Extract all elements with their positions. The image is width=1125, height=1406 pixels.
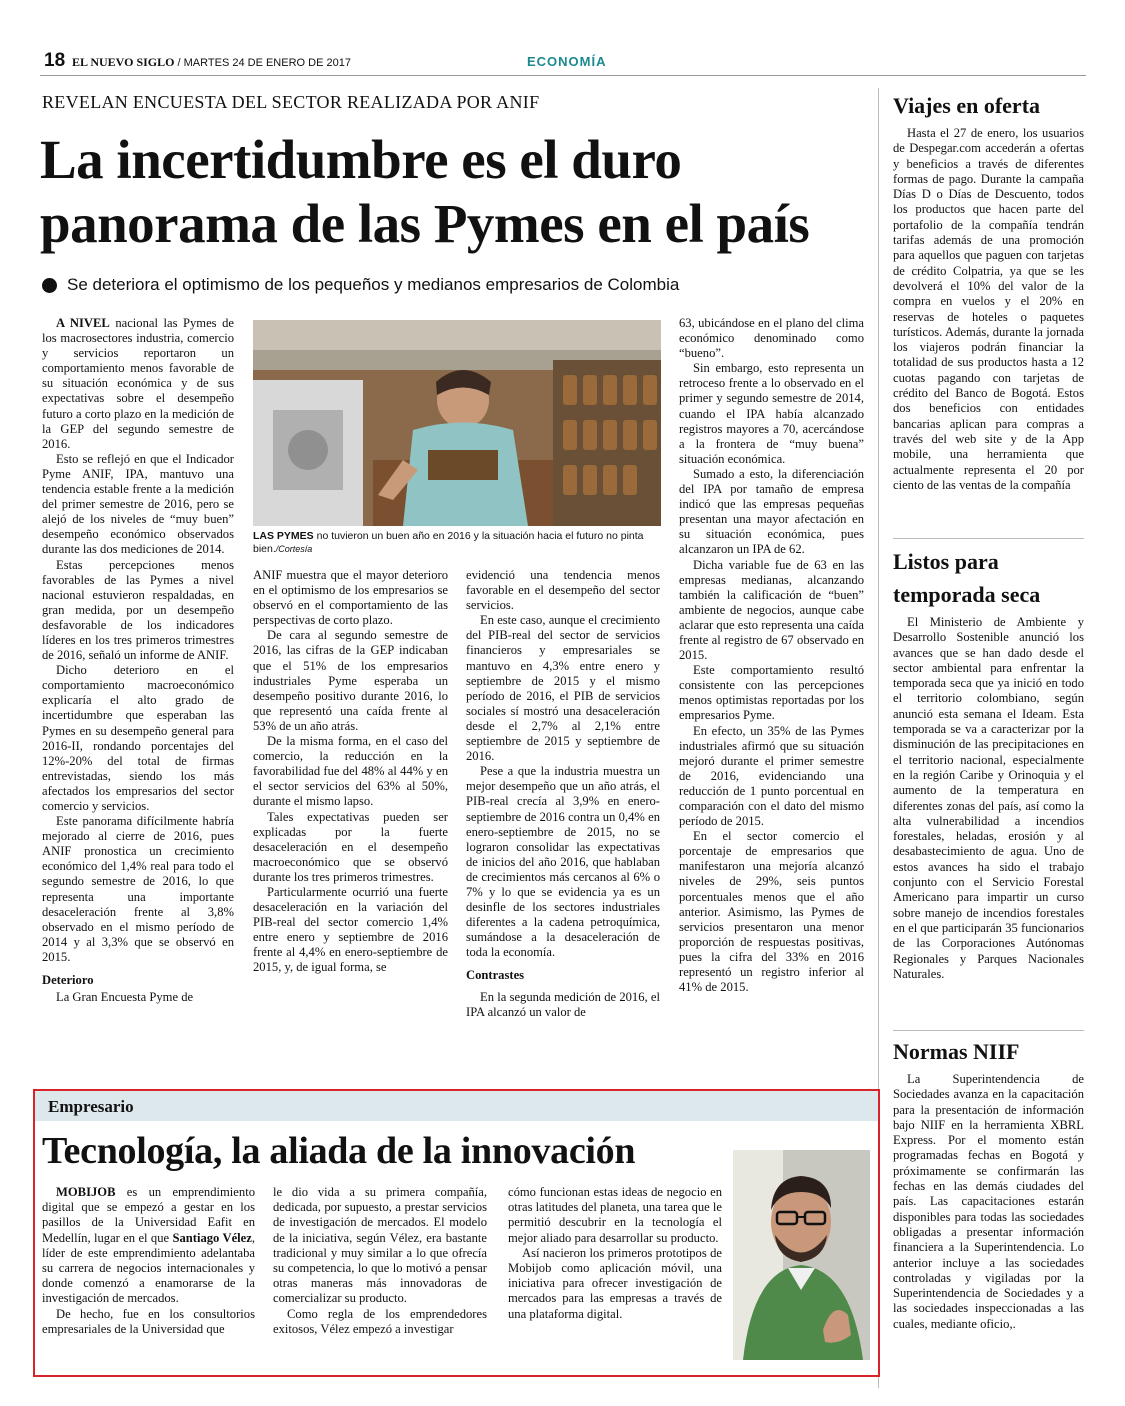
photo-credit: /Cortesía (275, 544, 313, 554)
article-headline: La incertidumbre es el duro panorama de las Pymes en el país (40, 129, 810, 254)
article-photo (253, 320, 661, 526)
paragraph: La Gran Encuesta Pyme de (56, 990, 194, 1005)
paragraph: De hecho, fue en los consultorios empresariales de la Universidad que (42, 1306, 255, 1336)
text: es un emprendimiento digital que se empezó a gestar en los pasillos de la Universidad Eafit en Medellín, lugar en el que (42, 1185, 255, 1245)
paragraph: En efecto, un 35% de las Pymes industriales afirmó que su situación mejoró durante el primer semestre de 2016, evidenciando una reducción de 1 punto porcentual en comparación con el dato del mismo período de 2015. (679, 723, 864, 829)
sidebar-title-temporada (893, 548, 1040, 609)
bullet-icon (42, 278, 57, 293)
paragraph: Sumado a esto, la diferenciación del IPA por tamaño de empresa indicó que las empresas pequeñas presentan una mayor afectación en su situación económica, pues alcanzaron un IPA de 62. (679, 466, 864, 557)
paragraph: cómo funcionan estas ideas de negocio en otras latitudes del planeta, una tarea que le permitió descubrir en la tecnología el mejor aliado para desarrollar su producto. (508, 1185, 723, 1245)
header-rule (40, 75, 1086, 76)
paragraph: Dicha variable fue de 63 en las empresas medianas, alcanzando también la calificación de “buen” ambiente de negocios, aunque cabe aclarar que esto representa una caída frente al registro de 67 observado en 2015. (679, 557, 864, 663)
publication-date: / MARTES 24 DE ENERO DE 2017 (177, 57, 351, 69)
title-line: temporada seca (893, 582, 1041, 607)
paragraph: nacional las Pymes de los macrosectores industria, comercio y servicios reportaron un comportamiento menos favorable de su situación económica y de sus expectativas sobre el desempeño futuro a corto plazo en la medición de la GEP del segundo semestre de 2016. (42, 316, 234, 451)
portrait-photo (733, 1150, 870, 1360)
paragraph: El Ministerio de Ambiente y Desarrollo Sostenible anunció los avances que se han dado desde el sector ambiental para enfrentar la temporada seca que ya inició en todo el territorio colombiano, según anunció esta semana el Ideam. Esta temporada se va a caracterizar por la disminución de las precipitaciones en el territorio nacional, especialmente en la región Caribe y Orinoquia y el aumento de la temperatura en diferentes zonas del país, así como la alta vulnerabilidad a incendios forestales, heladas, erosión y al desabastecimiento de agua. Uno de estos avances ha sido el trabajo conjunto con el Servicio Forestal Americano para impartir un curso sobre manejo de incendios forestales en el que participarán 35 funcionarios de las Corporaciones Autónomas Regionales y Parques Nacionales Naturales. (893, 615, 1084, 981)
paragraph: ANIF muestra que el mayor deterioro en el optimismo de los empresarios se observó en el comportamiento de las perspectivas de corto plazo. (253, 568, 448, 628)
sidebar-title-viajes: Viajes en oferta (893, 93, 1041, 118)
publication-line (70, 55, 351, 70)
caption-lead: LAS PYMES (253, 530, 314, 542)
paragraph: le dio vida a su primera compañía, dedicada, por supuesto, a prestar servicios de investigación de mercados. El modelo de la iniciativa, según Vélez, era bastante tradicional y muy similar a lo que ofrecía su competencia, lo que lo motivó a pensar otras maneras más innovadoras de comercializar su producto. (273, 1185, 487, 1306)
subhead-deterioro: Deterioro (42, 973, 94, 988)
lead-word: A NIVEL (56, 316, 110, 330)
box-label-band (35, 1091, 878, 1121)
person-name: Santiago Vélez (172, 1230, 252, 1245)
sidebar-rule (893, 1030, 1084, 1031)
lead-word: MOBIJOB (56, 1185, 116, 1199)
box-headline: Tecnología, la aliada de la innovación (42, 1130, 636, 1172)
subheadline-text: Se deteriora el optimismo de los pequeños y medianos empresarios de Colombia (67, 275, 680, 294)
paragraph: La Superintendencia de Sociedades avanza en la capacitación para la presentación de información bajo NIIF en la herramienta XBRL Express. Por el momento están programadas fechas en Bogotá y próximamente se confirmarán las fechas en las demás ciudades del país. Las capacitaciones estarán disponibles para todas las sociedades obligadas a presentar información financiera a la Superintendencia. Lo anterior incluye a las sociedades controladas y vigiladas por la Superintendencia de Sociedades y a las sociedades inspeccionadas a las cuales, mediante oficio,. (893, 1072, 1084, 1331)
article-subheadline (42, 275, 679, 295)
paragraph: En este caso, aunque el crecimiento del PIB-real del sector de servicios financieros y empresariales se mantuvo en 4,3% entre enero y septiembre de 2015 y el mismo período de 2016, el PIB de servicios sociales sí mostró una desaceleración desde el 2,7% al 2,1% entre septiembre de 2015 y septiembre de 2016. (466, 613, 660, 764)
article-column-3 (466, 568, 660, 1020)
publication-name: EL NUEVO SIGLO (72, 55, 175, 69)
sidebar-text-temporada (893, 615, 1084, 982)
subhead-contrastes: Contrastes (466, 968, 525, 983)
box-column-2 (273, 1185, 487, 1337)
box-column-3 (508, 1185, 722, 1322)
paragraph: Tales expectativas pueden ser explicadas por la fuerte desaceleración en el desempeño macroeconómico que se observó durante los tres primeros trimestres. (253, 809, 448, 884)
paragraph: De cara al segundo semestre de 2016, las cifras de la GEP indicaban que el 51% de los empresarios industriales Pyme esperaba un desempeño positivo durante 2016, lo que representó una caída frente al 53% de un año atrás. (253, 628, 448, 733)
article-column-1 (42, 316, 234, 1005)
text: , líder de este emprendimiento adelantaba su carrera de negocios internacionales y donde comenzó a enamorarse de la investigación de mercados. (42, 1230, 255, 1306)
paragraph: De la misma forma, en el caso del comercio, la reducción en la favorabilidad fue del 48% al 44% y en el sector servicios del 63% al 50%, durante el mismo lapso. (253, 734, 448, 809)
page-number: 18 (44, 50, 66, 71)
box-label: Empresario (48, 1097, 134, 1116)
paragraph: Dicho deterioro en el comportamiento macroeconómico explicaría el alto grado de incertidumbre que esperaban las Pymes en su desempeño general para 2016-II, rondando porcentajes del 12%-20% del total de firmas entrevistadas, siendo los más afectados los empresarios del sector comercio y servicios. (42, 663, 234, 813)
article-column-4 (679, 316, 864, 995)
box-column-1 (42, 1185, 255, 1337)
section-name: ECONOMÍA (527, 54, 607, 69)
paragraph: Pese a que la industria muestra un mejor desempeño que un año atrás, el PIB-real crecía al 3,9% en enero-septiembre de 2016 contra un 0,4% en enero-septiembre de 2015, no se lograron consolidar las expectativas de inicios del año 2016, que hablaban de crecimientos más cercanos al 6% o 7% y lo que se evidencia ya es un desinfle de los sectores industriales diferentes a la cadena petroquímica, sumándose a la desaceleración de toda la economía. (466, 764, 660, 960)
paragraph: Este comportamiento resultó consistente con las percepciones menos optimistas reportadas por los empresarios Pyme. (679, 663, 864, 723)
article-kicker: REVELAN ENCUESTA DEL SECTOR REALIZADA POR ANIF (42, 92, 540, 112)
article-column-2 (253, 568, 448, 976)
paragraph: Así nacieron los primeros prototipos de Mobijob como aplicación móvil, una iniciativa para ofrecer investigación de mercados para las empresas a través de una plataforma digital. (508, 1245, 722, 1321)
paragraph: En el sector comercio el porcentaje de empresarios que manifestaron una mejoría alcanzó niveles de 29%, seis puntos porcentuales menos que el año anterior. Asimismo, las Pymes de servicios presentaron una menor proporción de respuestas positivas, pues la cifra del 33% en 2016 representó un registro inferior al 41% de 2015. (679, 829, 864, 995)
paragraph: Sin embargo, esto representa un retroceso frente a lo observado en el primer y segundo semestre de 2014, cuando el IPA había alcanzado registros mayores a 70, acercándose a la frontera de “muy buena” situación económica. (679, 361, 864, 466)
paragraph: 63, ubicándose en el plano del clima económico denominado como “bueno”. (679, 316, 864, 361)
portrait-illustration (733, 1150, 870, 1360)
paragraph (42, 1185, 255, 1307)
paragraph: Este panorama difícilmente habría mejorado al cierre de 2016, pues ANIF pronostica un crecimiento económico del 1,4% real para todo el segundo semestre de 2016, lo que representa una importante desaceleración frente al 3,8% observado en el mismo período de 2014 y al 3,3% que se observó en 2015. (42, 814, 234, 964)
caption-text: no tuvieron un buen año en 2016 y la situación hacia el futuro no pinta bien. (253, 530, 644, 555)
sidebar-text-viajes (893, 126, 1084, 493)
paragraph: Estas percepciones menos favorables de las Pymes a nivel nacional estuvieron respaldadas, en gran medida, por un desempeño desfavorable de los indicadores líderes en los tres primeros trimestres de 2016, señaló un informe de ANIF. (42, 557, 234, 663)
title-line: Listos para (893, 549, 999, 574)
sidebar-text-niif (893, 1072, 1084, 1332)
paragraph: evidenció una tendencia menos favorable en el desempeño del sector servicios. (466, 568, 660, 613)
paragraph: Hasta el 27 de enero, los usuarios de Despegar.com accederán a ofertas y beneficios a través de diferentes formas de pago. Durante la campaña Días D o Días de Descuento, todos los productos que hacen parte del portafolio de la compañía tendrán tarifas además de una promoción para aquellos que paguen con tarjetas de crédito Colpatria, ya que se les devolverá el 10% del valor de la compra en vuelos y el 20% en reservas de hoteles o paquetes turísticos. Además, durante la jornada los viajeros podrán financiar la totalidad de sus productos hasta a 12 cuotas pagando con tarjetas de crédito del Banco de Bogotá. Estos dos beneficios con entidades bancarias aplican para compras a través del web site y de la App mobile, una herramienta que actualmente representa el 20 por ciento de las ventas de la compañía (893, 126, 1084, 492)
paragraph: Particularmente ocurrió una fuerte desaceleración en la variación del PIB-real del sector comercio 1,4% entre enero y septiembre de 2016 frente al 4,4% en enero-septiembre de 2015, y, de igual forma, se (253, 884, 448, 975)
sidebar-title-niif: Normas NIIF (893, 1039, 1020, 1064)
factory-photo-illustration (253, 320, 661, 526)
paragraph: Esto se reflejó en que el Indicador Pyme ANIF, IPA, mantuvo una tendencia estable frente a la medición del primer semestre de 2016, pero se alejó de los niveles de “muy buen” desempeño económico observados durante las dos mediciones de 2014. (42, 451, 234, 557)
paragraph: En la segunda medición de 2016, el IPA alcanzó un valor de (466, 989, 660, 1019)
photo-caption (253, 530, 661, 556)
paragraph: Como regla de los emprendedores exitosos, Vélez empezó a investigar (273, 1306, 487, 1336)
sidebar-rule (893, 538, 1084, 539)
